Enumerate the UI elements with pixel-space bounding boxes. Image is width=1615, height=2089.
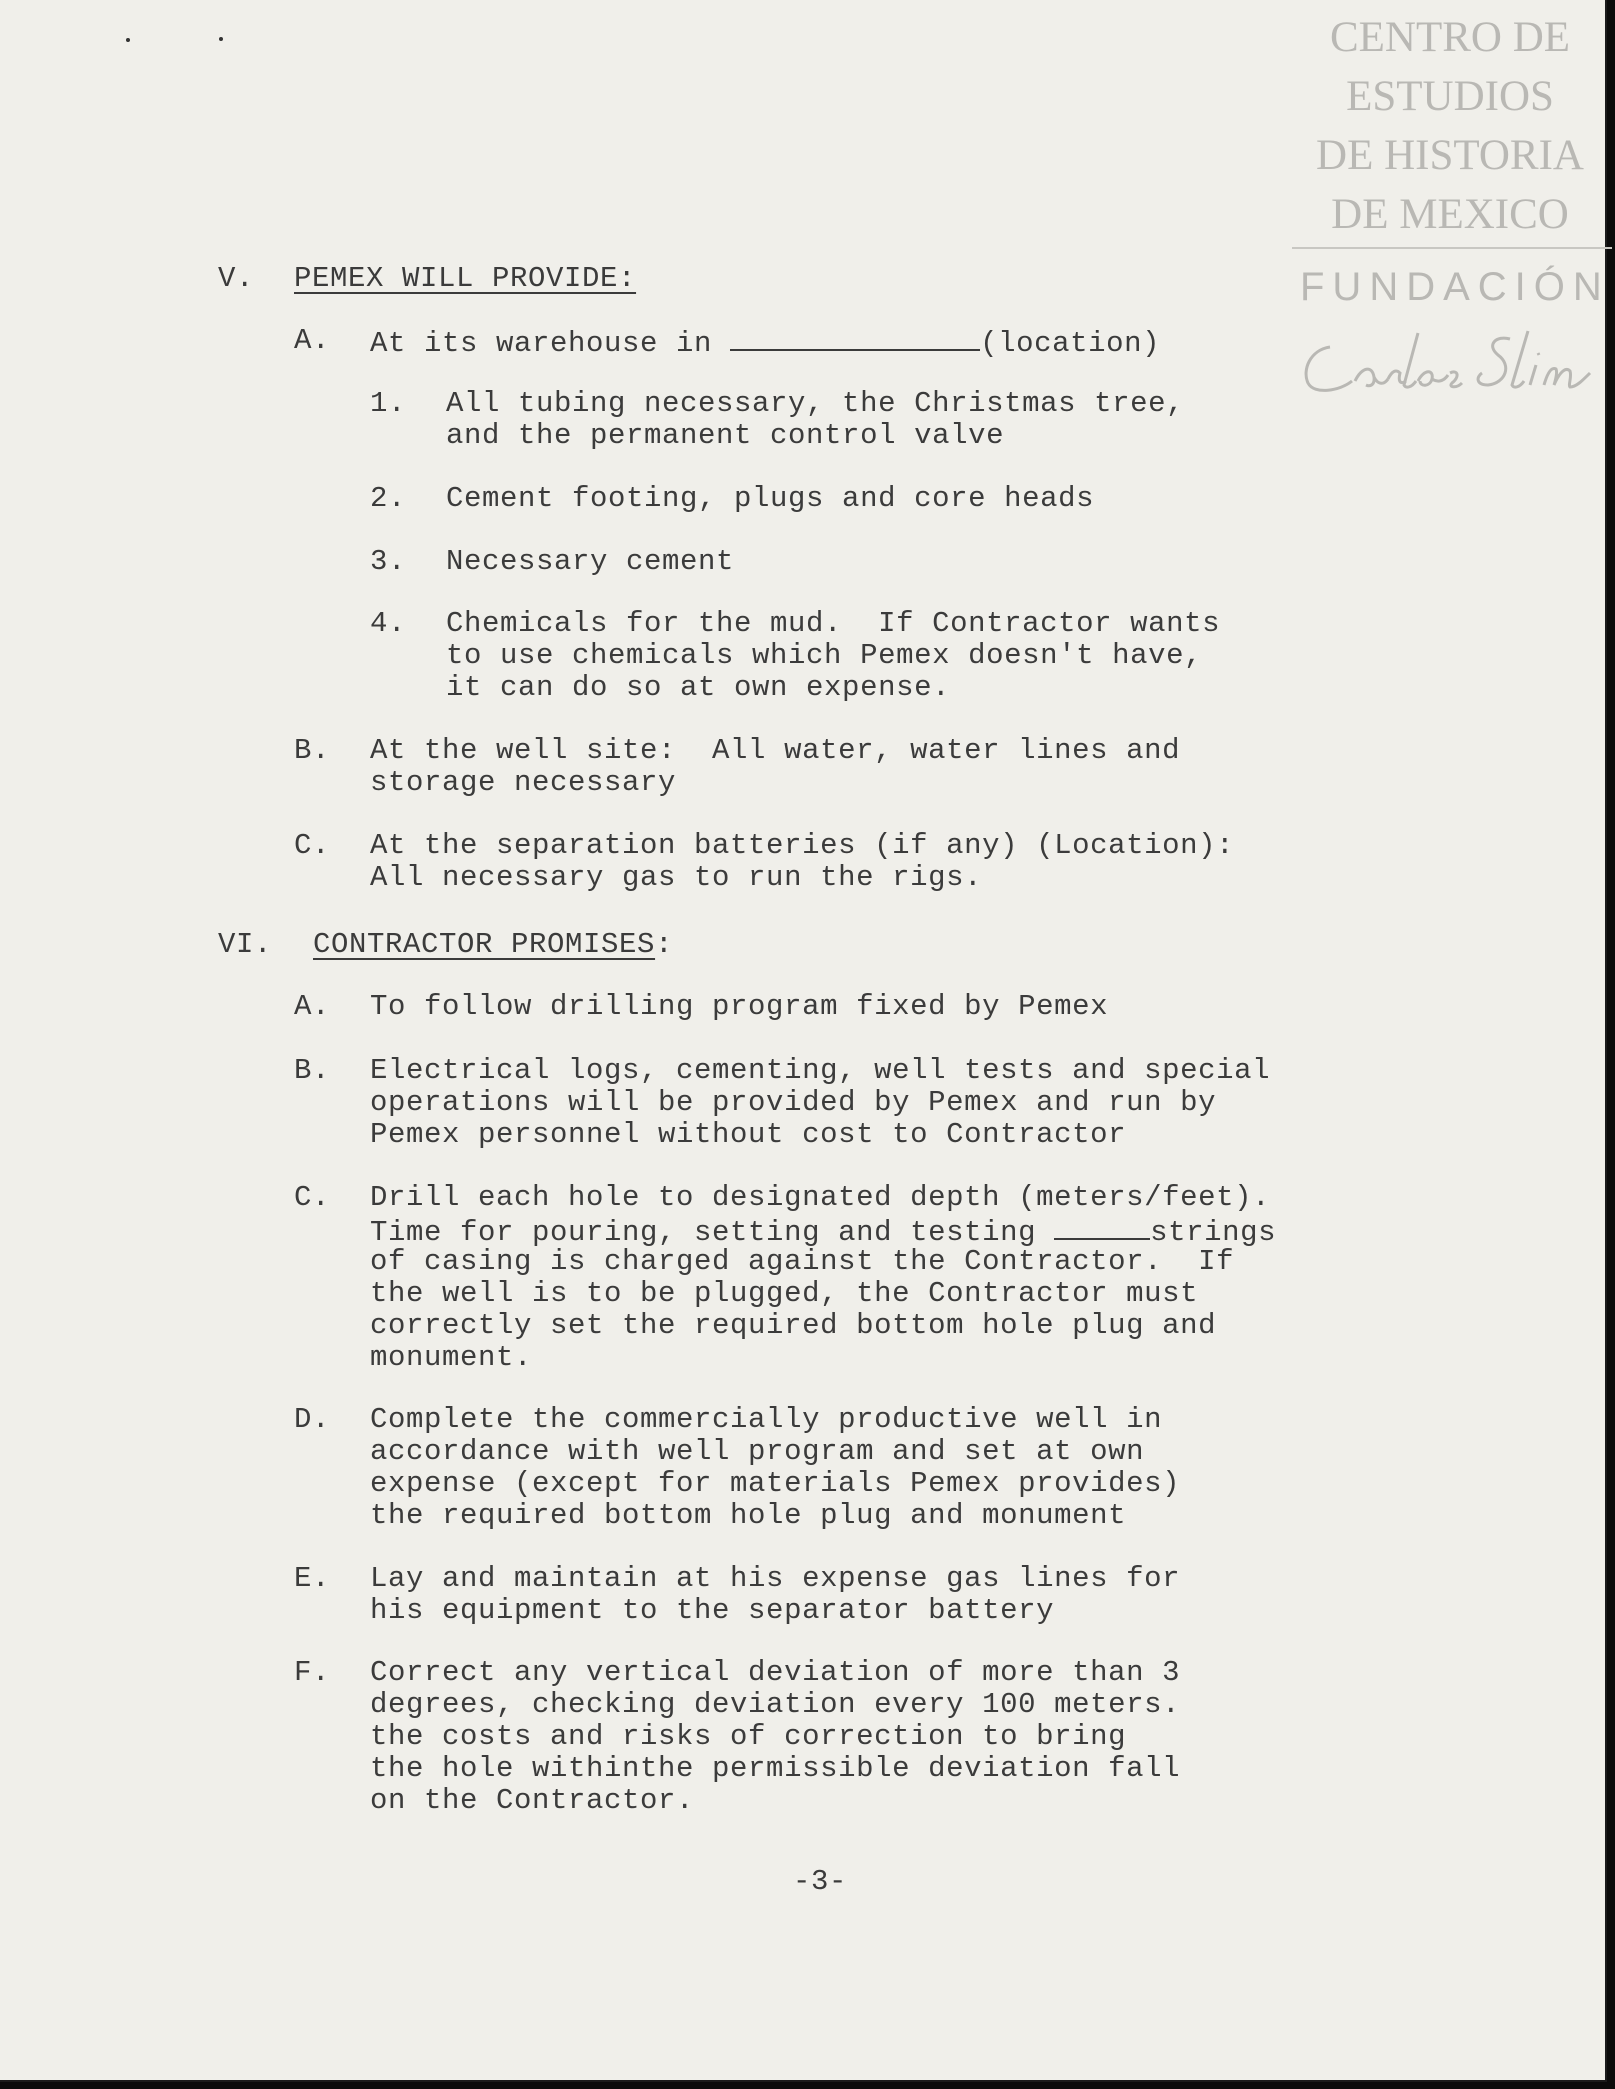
subitem-number: 3. xyxy=(370,545,407,578)
item-line: storage necessary xyxy=(370,766,677,799)
section-heading-text: CONTRACTOR PROMISES xyxy=(313,928,656,961)
item-line: To follow drilling program fixed by Pemex xyxy=(370,990,1109,1023)
item-line: the required bottom hole plug and monument xyxy=(370,1499,1127,1532)
item-line: accordance with well program and set at own xyxy=(370,1435,1145,1468)
item-text-after: strings xyxy=(1150,1216,1277,1249)
item-line: of casing is charged against the Contractor. If xyxy=(370,1245,1235,1278)
subitem-line: Chemicals for the mud. If Contractor wants xyxy=(446,607,1221,640)
item-line: on the Contractor. xyxy=(370,1784,695,1817)
item-line: his equipment to the separator battery xyxy=(370,1594,1055,1627)
item-letter: C. xyxy=(294,1181,331,1214)
item-line: monument. xyxy=(370,1341,533,1374)
item-line: Lay and maintain at his expense gas lines for xyxy=(370,1562,1181,1595)
item-text-after: (location) xyxy=(980,327,1161,360)
fill-in-blank xyxy=(730,325,980,351)
item-line: correctly set the required bottom hole plug and xyxy=(370,1309,1217,1342)
item-line: the well is to be plugged, the Contractor must xyxy=(370,1277,1199,1310)
item-text xyxy=(370,325,1160,360)
section-heading: PEMEX WILL PROVIDE: xyxy=(294,262,637,295)
item-line: the hole withinthe permissible deviation fall xyxy=(370,1752,1181,1785)
item-line xyxy=(370,1214,1276,1249)
item-line: operations will be provided by Pemex and run by xyxy=(370,1086,1217,1119)
item-letter: C. xyxy=(294,829,331,862)
item-line: Complete the commercially productive well in xyxy=(370,1403,1163,1436)
item-line: Drill each hole to designated depth (meters/feet). xyxy=(370,1181,1271,1214)
item-letter: B. xyxy=(294,734,331,767)
item-letter: E. xyxy=(294,1562,331,1595)
subitem-line: it can do so at own expense. xyxy=(446,671,951,704)
item-line: Electrical logs, cementing, well tests and special xyxy=(370,1054,1271,1087)
subitem-line: All tubing necessary, the Christmas tree, xyxy=(446,387,1185,420)
subitem-line: Necessary cement xyxy=(446,545,735,578)
subitem-number: 2. xyxy=(370,482,407,515)
item-line: All necessary gas to run the rigs. xyxy=(370,861,983,894)
item-line: Pemex personnel without cost to Contractor xyxy=(370,1118,1127,1151)
section-heading xyxy=(313,929,673,961)
item-letter: A. xyxy=(294,990,331,1023)
watermark-line: DE MEXICO xyxy=(1331,191,1569,238)
item-letter: B. xyxy=(294,1054,331,1087)
item-letter: F. xyxy=(294,1656,331,1689)
item-letter: A. xyxy=(294,324,331,357)
subitem-line: Cement footing, plugs and core heads xyxy=(446,482,1095,515)
signature-logo xyxy=(1300,325,1605,400)
item-line: expense (except for materials Pemex provides) xyxy=(370,1467,1181,1500)
item-text-before: At its warehouse in xyxy=(370,327,713,360)
watermark-divider xyxy=(1292,247,1612,249)
item-line: At the separation batteries (if any) (Location): xyxy=(370,829,1235,862)
subitem-number: 1. xyxy=(370,387,407,420)
item-line: Correct any vertical deviation of more than 3 xyxy=(370,1656,1181,1689)
item-line: degrees, checking deviation every 100 meters. xyxy=(370,1688,1181,1721)
section-numeral: VI. xyxy=(218,928,273,961)
page-number: -3- xyxy=(793,1865,848,1898)
subitem-line: and the permanent control valve xyxy=(446,419,1005,452)
item-text-before: Time for pouring, setting and testing xyxy=(370,1216,1055,1249)
watermark-line: DE HISTORIA xyxy=(1316,132,1584,179)
speck-mark xyxy=(126,38,130,42)
watermark-foundation: FUNDACIÓN xyxy=(1300,265,1610,309)
subitem-number: 4. xyxy=(370,607,407,640)
watermark-line: ESTUDIOS xyxy=(1346,73,1554,120)
fill-in-blank xyxy=(1054,1214,1150,1240)
speck-mark xyxy=(219,37,223,41)
watermark-line: CENTRO DE xyxy=(1329,14,1571,61)
section-heading-colon: : xyxy=(655,928,674,961)
item-line: the costs and risks of correction to bring xyxy=(370,1720,1127,1753)
item-letter: D. xyxy=(294,1403,331,1436)
section-numeral: V. xyxy=(218,262,255,295)
item-line: At the well site: All water, water lines and xyxy=(370,734,1181,767)
subitem-line: to use chemicals which Pemex doesn't have, xyxy=(446,639,1203,672)
archive-watermark xyxy=(1290,8,1610,244)
